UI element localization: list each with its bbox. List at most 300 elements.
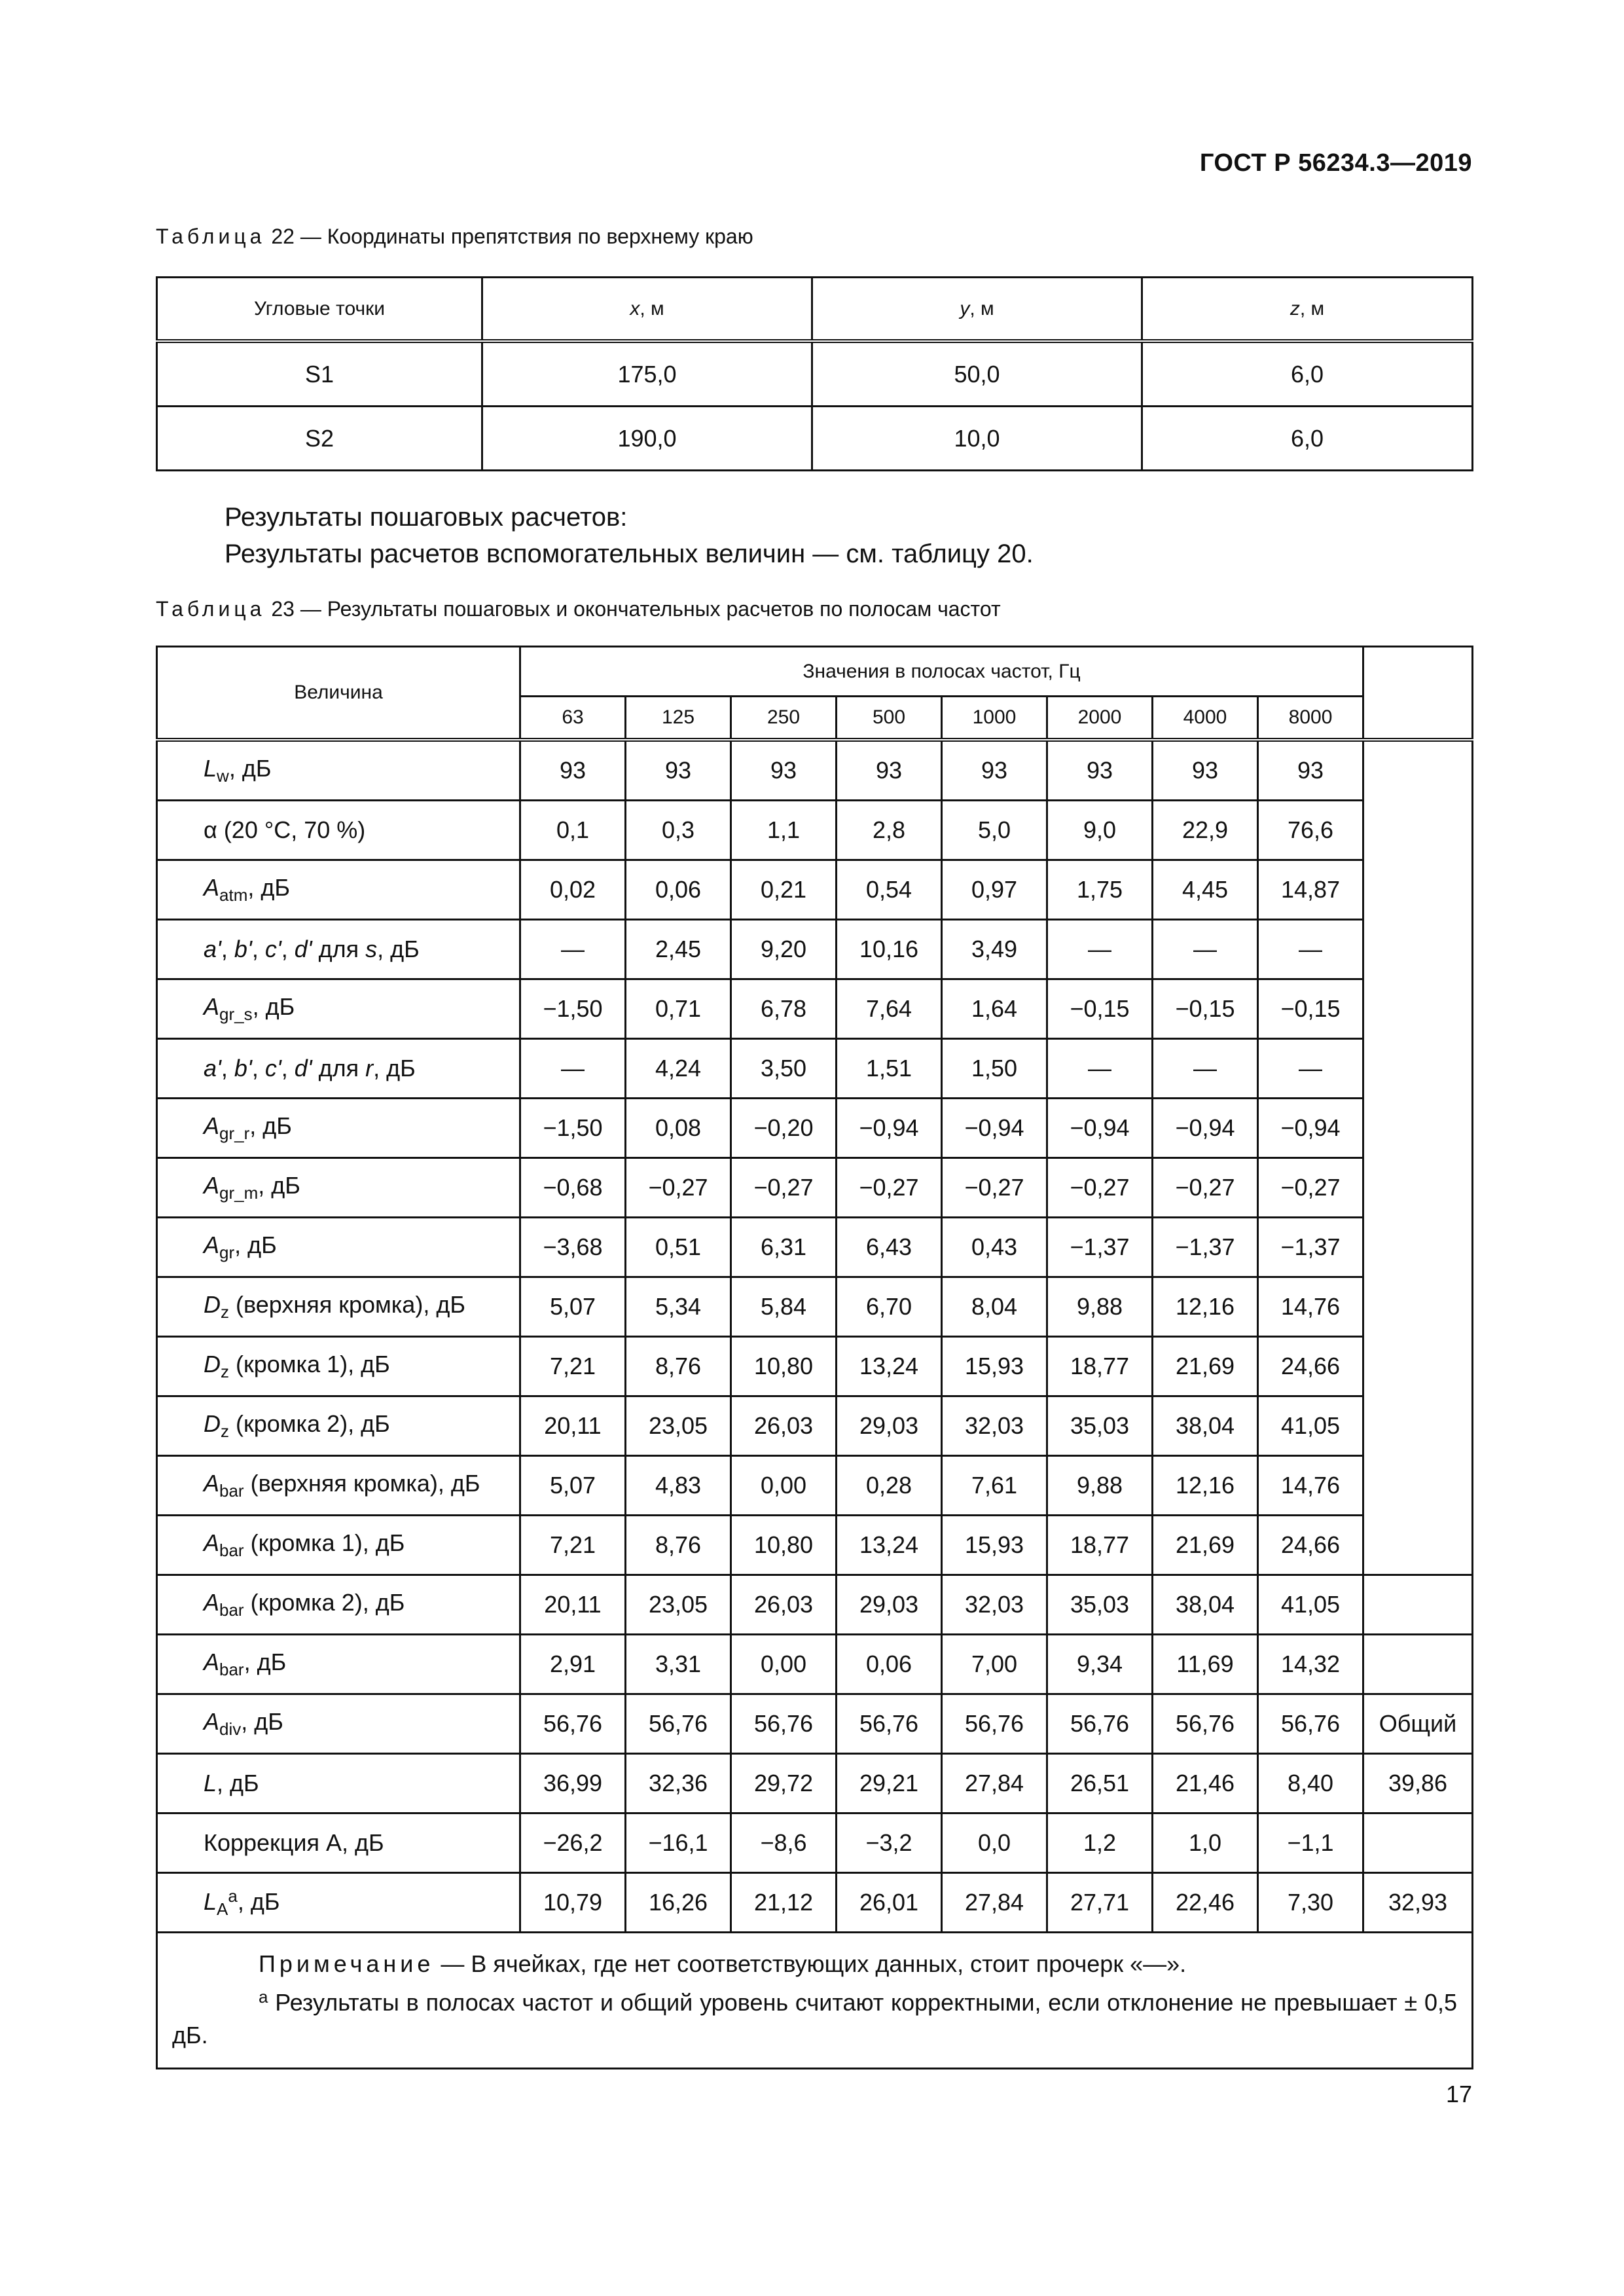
table23-value-cell: 26,03 [731, 1575, 837, 1635]
table23-value-cell: — [520, 920, 626, 979]
table23-value-cell: 7,21 [520, 1337, 626, 1396]
table23-row [157, 1099, 1473, 1158]
table23-total-cell [1363, 1575, 1473, 1635]
table23-value-cell: 9,88 [1047, 1456, 1153, 1516]
table23-value-cell: 21,69 [1153, 1337, 1258, 1396]
table23-value-cell: 0,51 [626, 1218, 731, 1277]
table23-value-cell: −0,94 [837, 1099, 942, 1158]
table22-caption [156, 225, 753, 249]
quantity-symbol: A [204, 1470, 220, 1497]
table22-cell: S2 [157, 407, 482, 471]
quantity-symbol: L [204, 1770, 217, 1796]
quantity-unit: , дБ [249, 1112, 292, 1139]
table23-quantity-cell [157, 1635, 520, 1694]
table23-note-row [157, 1933, 1473, 2069]
table22-caption-text: 22 — Координаты препятствия по верхнему краю [265, 225, 753, 248]
table23-value-cell: 0,71 [626, 979, 731, 1039]
quantity-unit: , дБ [258, 1172, 300, 1199]
table23-value-cell: 2,8 [837, 801, 942, 860]
note-text: — В ячейках, где нет соответствующих данных, стоит прочерк «—». [434, 1950, 1187, 1977]
table23-value-cell: 0,06 [837, 1635, 942, 1694]
table22-cell: 175,0 [482, 341, 812, 407]
table22-cell: 50,0 [812, 341, 1142, 407]
table23-value-cell: 56,76 [837, 1694, 942, 1754]
table23-col-quantity: Величина [157, 647, 520, 740]
table23-value-cell: −0,27 [1153, 1158, 1258, 1218]
table23-value-cell: 1,50 [942, 1039, 1047, 1099]
table23-value-cell: 5,07 [520, 1456, 626, 1516]
table23-row [157, 801, 1473, 860]
table23-value-cell: 15,93 [942, 1516, 1047, 1575]
table22-cell: 10,0 [812, 407, 1142, 471]
table23-quantity-cell [157, 740, 520, 801]
table23-value-cell: 3,31 [626, 1635, 731, 1694]
quantity-subscript: A [217, 1899, 228, 1919]
table23-value-cell: −3,68 [520, 1218, 626, 1277]
table23-value-cell: 29,03 [837, 1575, 942, 1635]
table23-value-cell: 13,24 [837, 1337, 942, 1396]
table23-value-cell: 29,21 [837, 1754, 942, 1813]
table23-value-cell: 20,11 [520, 1575, 626, 1635]
table23-value-cell: — [1047, 1039, 1153, 1099]
table23-row [157, 1635, 1473, 1694]
table23-value-cell: 21,69 [1153, 1516, 1258, 1575]
table23-quantity-cell [157, 1813, 520, 1873]
table23-freq-header: 63 [520, 697, 626, 740]
table23-value-cell: −26,2 [520, 1813, 626, 1873]
table23-value-cell: −0,27 [1047, 1158, 1153, 1218]
quantity-symbol: Коррекция А, дБ [204, 1829, 384, 1856]
table23-value-cell: 93 [837, 740, 942, 801]
table22 [156, 276, 1473, 471]
table23-value-cell: 7,64 [837, 979, 942, 1039]
table23-value-cell: 0,0 [942, 1813, 1047, 1873]
note-word: Примечание [259, 1950, 435, 1977]
table23-row [157, 1813, 1473, 1873]
table22-cell: S1 [157, 341, 482, 407]
table23-quantity-cell [157, 860, 520, 920]
table23-quantity-cell [157, 920, 520, 979]
quantity-unit: , дБ [228, 755, 272, 782]
table23-value-cell: 23,05 [626, 1575, 731, 1635]
quantity-subscript: bar [219, 1481, 244, 1501]
table23-value-cell: 14,76 [1258, 1456, 1363, 1516]
table22-col-y: y, м [812, 278, 1142, 342]
quantity-subscript: div [219, 1719, 242, 1739]
table23-value-cell: 1,75 [1047, 860, 1153, 920]
table23-value-cell: 56,76 [626, 1694, 731, 1754]
quantity-unit: , дБ [247, 874, 290, 901]
quantity-symbol: A [204, 1529, 220, 1556]
table23-row [157, 1516, 1473, 1575]
table23-value-cell: 0,21 [731, 860, 837, 920]
table23-value-cell: 27,71 [1047, 1873, 1153, 1933]
table23-value-cell: 5,0 [942, 801, 1047, 860]
table23-value-cell: −1,1 [1258, 1813, 1363, 1873]
table23-quantity-cell [157, 1873, 520, 1933]
table23-value-cell: 41,05 [1258, 1575, 1363, 1635]
table23-freq-header: 500 [837, 697, 942, 740]
quantity-symbol: D [204, 1291, 221, 1318]
table23-value-cell: −0,27 [1258, 1158, 1363, 1218]
table22-row [157, 407, 1473, 471]
table23-value-cell: 0,43 [942, 1218, 1047, 1277]
quantity-unit: (кромка 1), дБ [229, 1351, 390, 1377]
quantity-subscript: bar [219, 1600, 244, 1620]
table23-value-cell: — [1047, 920, 1153, 979]
table23-value-cell: 32,36 [626, 1754, 731, 1813]
quantity-symbol: A [204, 1589, 220, 1616]
table23-row [157, 1694, 1473, 1754]
table23-total-blank [1363, 740, 1473, 1575]
table23-value-cell: 36,99 [520, 1754, 626, 1813]
table23-value-cell: 0,3 [626, 801, 731, 860]
table23-value-cell: 10,79 [520, 1873, 626, 1933]
table23-value-cell: −1,37 [1153, 1218, 1258, 1277]
table23-total-cell: 32,93 [1363, 1873, 1473, 1933]
quantity-unit: , дБ [244, 1649, 287, 1675]
table23-caption [156, 597, 1001, 621]
table23-value-cell: 26,51 [1047, 1754, 1153, 1813]
table23-value-cell: 24,66 [1258, 1516, 1363, 1575]
table23-row [157, 1277, 1473, 1337]
table23-row [157, 860, 1473, 920]
table23-value-cell: −0,15 [1153, 979, 1258, 1039]
table23 [156, 646, 1473, 2069]
table23-quantity-cell [157, 801, 520, 860]
footnote-mark: a [259, 1987, 268, 2007]
table23-value-cell: 0,97 [942, 860, 1047, 920]
quantity-symbol: A [204, 1649, 220, 1675]
table23-freq-header: 1000 [942, 697, 1047, 740]
table23-value-cell: 24,66 [1258, 1337, 1363, 1396]
footnote-text: Результаты в полосах частот и общий уровень считают корректными, если отклонение не превышает ± 0,5 дБ. [172, 1989, 1458, 2049]
quantity-subscript: z [221, 1302, 229, 1322]
table23-value-cell: 8,04 [942, 1277, 1047, 1337]
footnote-line [172, 1980, 1457, 2052]
table23-value-cell: 4,45 [1153, 860, 1258, 920]
table23-value-cell: 9,34 [1047, 1635, 1153, 1694]
quantity-superscript: a [228, 1886, 238, 1906]
table23-header-row-1 [157, 647, 1473, 697]
table23-value-cell: 93 [520, 740, 626, 801]
table23-value-cell: 21,46 [1153, 1754, 1258, 1813]
quantity-symbol: A [204, 874, 220, 901]
quantity-symbol: A [204, 1112, 220, 1139]
quantity-symbol: D [204, 1351, 221, 1377]
table23-freq-header: 4000 [1153, 697, 1258, 740]
table22-cell: 6,0 [1142, 341, 1473, 407]
table23-value-cell: 0,54 [837, 860, 942, 920]
quantity-unit: (кромка 2), дБ [244, 1589, 405, 1616]
table23-row [157, 1575, 1473, 1635]
table23-row [157, 1158, 1473, 1218]
quantity-unit: (кромка 1), дБ [244, 1529, 405, 1556]
table23-value-cell: −0,27 [942, 1158, 1047, 1218]
table23-value-cell: 5,07 [520, 1277, 626, 1337]
table23-value-cell: −0,94 [942, 1099, 1047, 1158]
table23-value-cell: 32,03 [942, 1396, 1047, 1456]
table23-row [157, 1396, 1473, 1456]
table23-row [157, 1456, 1473, 1516]
quantity-unit: (верхняя кромка), дБ [244, 1470, 480, 1497]
table23-value-cell: 0,08 [626, 1099, 731, 1158]
table23-value-cell: 15,93 [942, 1337, 1047, 1396]
table23-total-cell: 39,86 [1363, 1754, 1473, 1813]
quantity-symbol: L [204, 755, 217, 782]
table23-value-cell: 8,76 [626, 1516, 731, 1575]
table23-value-cell: 14,76 [1258, 1277, 1363, 1337]
table23-quantity-cell [157, 979, 520, 1039]
document-code: ГОСТ Р 56234.3—2019 [1199, 149, 1472, 177]
table23-value-cell: 21,12 [731, 1873, 837, 1933]
table23-value-cell: 7,00 [942, 1635, 1047, 1694]
table23-value-cell: 22,46 [1153, 1873, 1258, 1933]
table23-value-cell: 32,03 [942, 1575, 1047, 1635]
table22-caption-word: Таблица [156, 225, 266, 248]
table23-value-cell: 93 [1047, 740, 1153, 801]
quantity-unit: , дБ [237, 1887, 280, 1915]
table23-quantity-cell [157, 1575, 520, 1635]
quantity-subscript: bar [219, 1660, 244, 1679]
table23-value-cell: 18,77 [1047, 1337, 1153, 1396]
table23-value-cell: −0,27 [837, 1158, 942, 1218]
table23-value-cell: −1,37 [1047, 1218, 1153, 1277]
quantity-symbol: a', b', c', d' для s, дБ [204, 936, 420, 962]
table23-col-group: Значения в полосах частот, Гц [520, 647, 1363, 697]
table23-value-cell: 27,84 [942, 1754, 1047, 1813]
table23-note [157, 1933, 1473, 2069]
table23-row [157, 979, 1473, 1039]
table23-value-cell: 29,03 [837, 1396, 942, 1456]
table23-freq-header: 8000 [1258, 697, 1363, 740]
quantity-subscript: z [221, 1421, 229, 1441]
table23-value-cell: 93 [1153, 740, 1258, 801]
table23-value-cell: 0,00 [731, 1635, 837, 1694]
table23-value-cell: 14,32 [1258, 1635, 1363, 1694]
quantity-symbol: D [204, 1410, 221, 1437]
table23-value-cell: 38,04 [1153, 1396, 1258, 1456]
quantity-subscript: z [221, 1362, 229, 1381]
quantity-symbol: L [204, 1887, 217, 1915]
table23-row [157, 920, 1473, 979]
table23-quantity-cell [157, 1218, 520, 1277]
table23-value-cell: 1,0 [1153, 1813, 1258, 1873]
table23-quantity-cell [157, 1516, 520, 1575]
table23-quantity-cell [157, 1277, 520, 1337]
table22-col-corner: Угловые точки [157, 278, 482, 342]
table23-quantity-cell [157, 1396, 520, 1456]
table23-freq-header: 250 [731, 697, 837, 740]
table23-value-cell: 93 [1258, 740, 1363, 801]
page-number: 17 [1445, 2081, 1472, 2107]
table23-quantity-cell [157, 1337, 520, 1396]
table22-row [157, 341, 1473, 407]
table23-freq-header: 125 [626, 697, 731, 740]
table23-value-cell: 8,76 [626, 1337, 731, 1396]
quantity-unit: , дБ [234, 1231, 277, 1258]
table23-row [157, 740, 1473, 801]
table23-quantity-cell [157, 1456, 520, 1516]
quantity-unit: (верхняя кромка), дБ [229, 1291, 465, 1318]
table23-row [157, 1754, 1473, 1813]
table23-value-cell: 10,16 [837, 920, 942, 979]
table23-value-cell: 6,43 [837, 1218, 942, 1277]
table23-value-cell: −1,50 [520, 979, 626, 1039]
table23-value-cell: 2,91 [520, 1635, 626, 1694]
table23-value-cell: 4,83 [626, 1456, 731, 1516]
table23-value-cell: 26,01 [837, 1873, 942, 1933]
quantity-unit: , дБ [252, 993, 295, 1020]
table23-value-cell: 6,78 [731, 979, 837, 1039]
quantity-symbol: A [204, 1231, 220, 1258]
table23-caption-word: Таблица [156, 597, 266, 621]
table23-value-cell: 7,61 [942, 1456, 1047, 1516]
table23-value-cell: 6,70 [837, 1277, 942, 1337]
quantity-subscript: atm [219, 885, 248, 905]
table23-value-cell: 41,05 [1258, 1396, 1363, 1456]
table23-value-cell: 26,03 [731, 1396, 837, 1456]
table23-caption-text: 23 — Результаты пошаговых и окончательных расчетов по полосам частот [265, 597, 1001, 621]
note-line [172, 1948, 1457, 1980]
quantity-subscript: gr [219, 1243, 235, 1262]
quantity-subscript: gr_s [219, 1004, 253, 1024]
table23-value-cell: −0,27 [626, 1158, 731, 1218]
table23-value-cell: −0,15 [1258, 979, 1363, 1039]
table23-total-cell [1363, 1813, 1473, 1873]
table22-cell: 6,0 [1142, 407, 1473, 471]
quantity-symbol: A [204, 1708, 220, 1735]
quantity-unit: , дБ [241, 1708, 283, 1735]
table23-value-cell: −0,94 [1047, 1099, 1153, 1158]
table23-value-cell: 2,45 [626, 920, 731, 979]
table23-value-cell: 1,1 [731, 801, 837, 860]
table23-value-cell: 35,03 [1047, 1575, 1153, 1635]
table23-value-cell: −16,1 [626, 1813, 731, 1873]
table23-value-cell: 10,80 [731, 1337, 837, 1396]
table23-value-cell: 76,6 [1258, 801, 1363, 860]
table23-row [157, 1218, 1473, 1277]
table23-quantity-cell [157, 1039, 520, 1099]
table23-value-cell: 56,76 [520, 1694, 626, 1754]
table23-value-cell: 7,30 [1258, 1873, 1363, 1933]
table23-value-cell: −8,6 [731, 1813, 837, 1873]
table23-value-cell: 56,76 [731, 1694, 837, 1754]
table23-freq-header: 2000 [1047, 697, 1153, 740]
table23-value-cell: 1,64 [942, 979, 1047, 1039]
table23-value-cell: 4,24 [626, 1039, 731, 1099]
table23-row [157, 1039, 1473, 1099]
table23-value-cell: 56,76 [1153, 1694, 1258, 1754]
quantity-symbol: a', b', c', d' для r, дБ [204, 1055, 416, 1082]
results-text-1: Результаты пошаговых расчетов: [225, 503, 628, 532]
table23-value-cell: 0,28 [837, 1456, 942, 1516]
table23-value-cell: 3,49 [942, 920, 1047, 979]
table23-value-cell: −0,15 [1047, 979, 1153, 1039]
table23-value-cell: 10,80 [731, 1516, 837, 1575]
table23-value-cell: 9,88 [1047, 1277, 1153, 1337]
table23-value-cell: 93 [626, 740, 731, 801]
table23-value-cell: −3,2 [837, 1813, 942, 1873]
table23-value-cell: −0,20 [731, 1099, 837, 1158]
table23-value-cell: 0,00 [731, 1456, 837, 1516]
table23-value-cell: 38,04 [1153, 1575, 1258, 1635]
table23-value-cell: 56,76 [1047, 1694, 1153, 1754]
table23-value-cell: — [1153, 1039, 1258, 1099]
table23-value-cell: 6,31 [731, 1218, 837, 1277]
table23-value-cell: 0,1 [520, 801, 626, 860]
table23-value-cell: 0,02 [520, 860, 626, 920]
table23-value-cell: 29,72 [731, 1754, 837, 1813]
table23-quantity-cell [157, 1099, 520, 1158]
table23-value-cell: 56,76 [1258, 1694, 1363, 1754]
table23-value-cell: 7,21 [520, 1516, 626, 1575]
quantity-subscript: bar [219, 1540, 244, 1560]
table22-col-x: x, м [482, 278, 812, 342]
table23-value-cell: 9,20 [731, 920, 837, 979]
quantity-unit: (кромка 2), дБ [229, 1410, 390, 1437]
table23-value-cell: 1,2 [1047, 1813, 1153, 1873]
table23-value-cell: −1,37 [1258, 1218, 1363, 1277]
table23-value-cell: 0,06 [626, 860, 731, 920]
table23-value-cell: 9,0 [1047, 801, 1153, 860]
quantity-unit: , дБ [217, 1770, 259, 1796]
table23-value-cell: 14,87 [1258, 860, 1363, 920]
table23-quantity-cell [157, 1754, 520, 1813]
table23-value-cell: 5,84 [731, 1277, 837, 1337]
table22-header-row [157, 278, 1473, 342]
table23-value-cell: 16,26 [626, 1873, 731, 1933]
table23-quantity-cell [157, 1694, 520, 1754]
results-text-2: Результаты расчетов вспомогательных величин — см. таблицу 20. [225, 539, 1034, 568]
table23-value-cell: 56,76 [942, 1694, 1047, 1754]
table23-value-cell: 8,40 [1258, 1754, 1363, 1813]
table22-col-z: z, м [1142, 278, 1473, 342]
table23-value-cell: −0,94 [1258, 1099, 1363, 1158]
table23-value-cell: 93 [942, 740, 1047, 801]
quantity-subscript: w [217, 766, 229, 786]
table23-row [157, 1337, 1473, 1396]
table23-value-cell: 20,11 [520, 1396, 626, 1456]
table23-value-cell: 22,9 [1153, 801, 1258, 860]
table23-value-cell: 18,77 [1047, 1516, 1153, 1575]
table23-value-cell: 93 [731, 740, 837, 801]
table23-value-cell: −0,68 [520, 1158, 626, 1218]
table23-value-cell: — [1258, 1039, 1363, 1099]
table23-value-cell: −0,27 [731, 1158, 837, 1218]
table23-value-cell: — [1153, 920, 1258, 979]
table23-total-cell [1363, 1635, 1473, 1694]
table23-value-cell: 1,51 [837, 1039, 942, 1099]
quantity-subscript: gr_m [219, 1183, 259, 1203]
table23-col-total [1363, 647, 1473, 740]
quantity-symbol: A [204, 993, 220, 1020]
table23-value-cell: 3,50 [731, 1039, 837, 1099]
table23-value-cell: 23,05 [626, 1396, 731, 1456]
table23-value-cell: 35,03 [1047, 1396, 1153, 1456]
table23-value-cell: 12,16 [1153, 1277, 1258, 1337]
table23-quantity-cell [157, 1158, 520, 1218]
table23-value-cell: 11,69 [1153, 1635, 1258, 1694]
quantity-subscript: gr_r [219, 1123, 250, 1143]
table23-value-cell: −0,94 [1153, 1099, 1258, 1158]
table22-cell: 190,0 [482, 407, 812, 471]
table23-value-cell: 5,34 [626, 1277, 731, 1337]
table23-row [157, 1873, 1473, 1933]
table23-value-cell: 12,16 [1153, 1456, 1258, 1516]
table23-value-cell: — [1258, 920, 1363, 979]
quantity-symbol: α (20 °С, 70 %) [204, 816, 366, 843]
